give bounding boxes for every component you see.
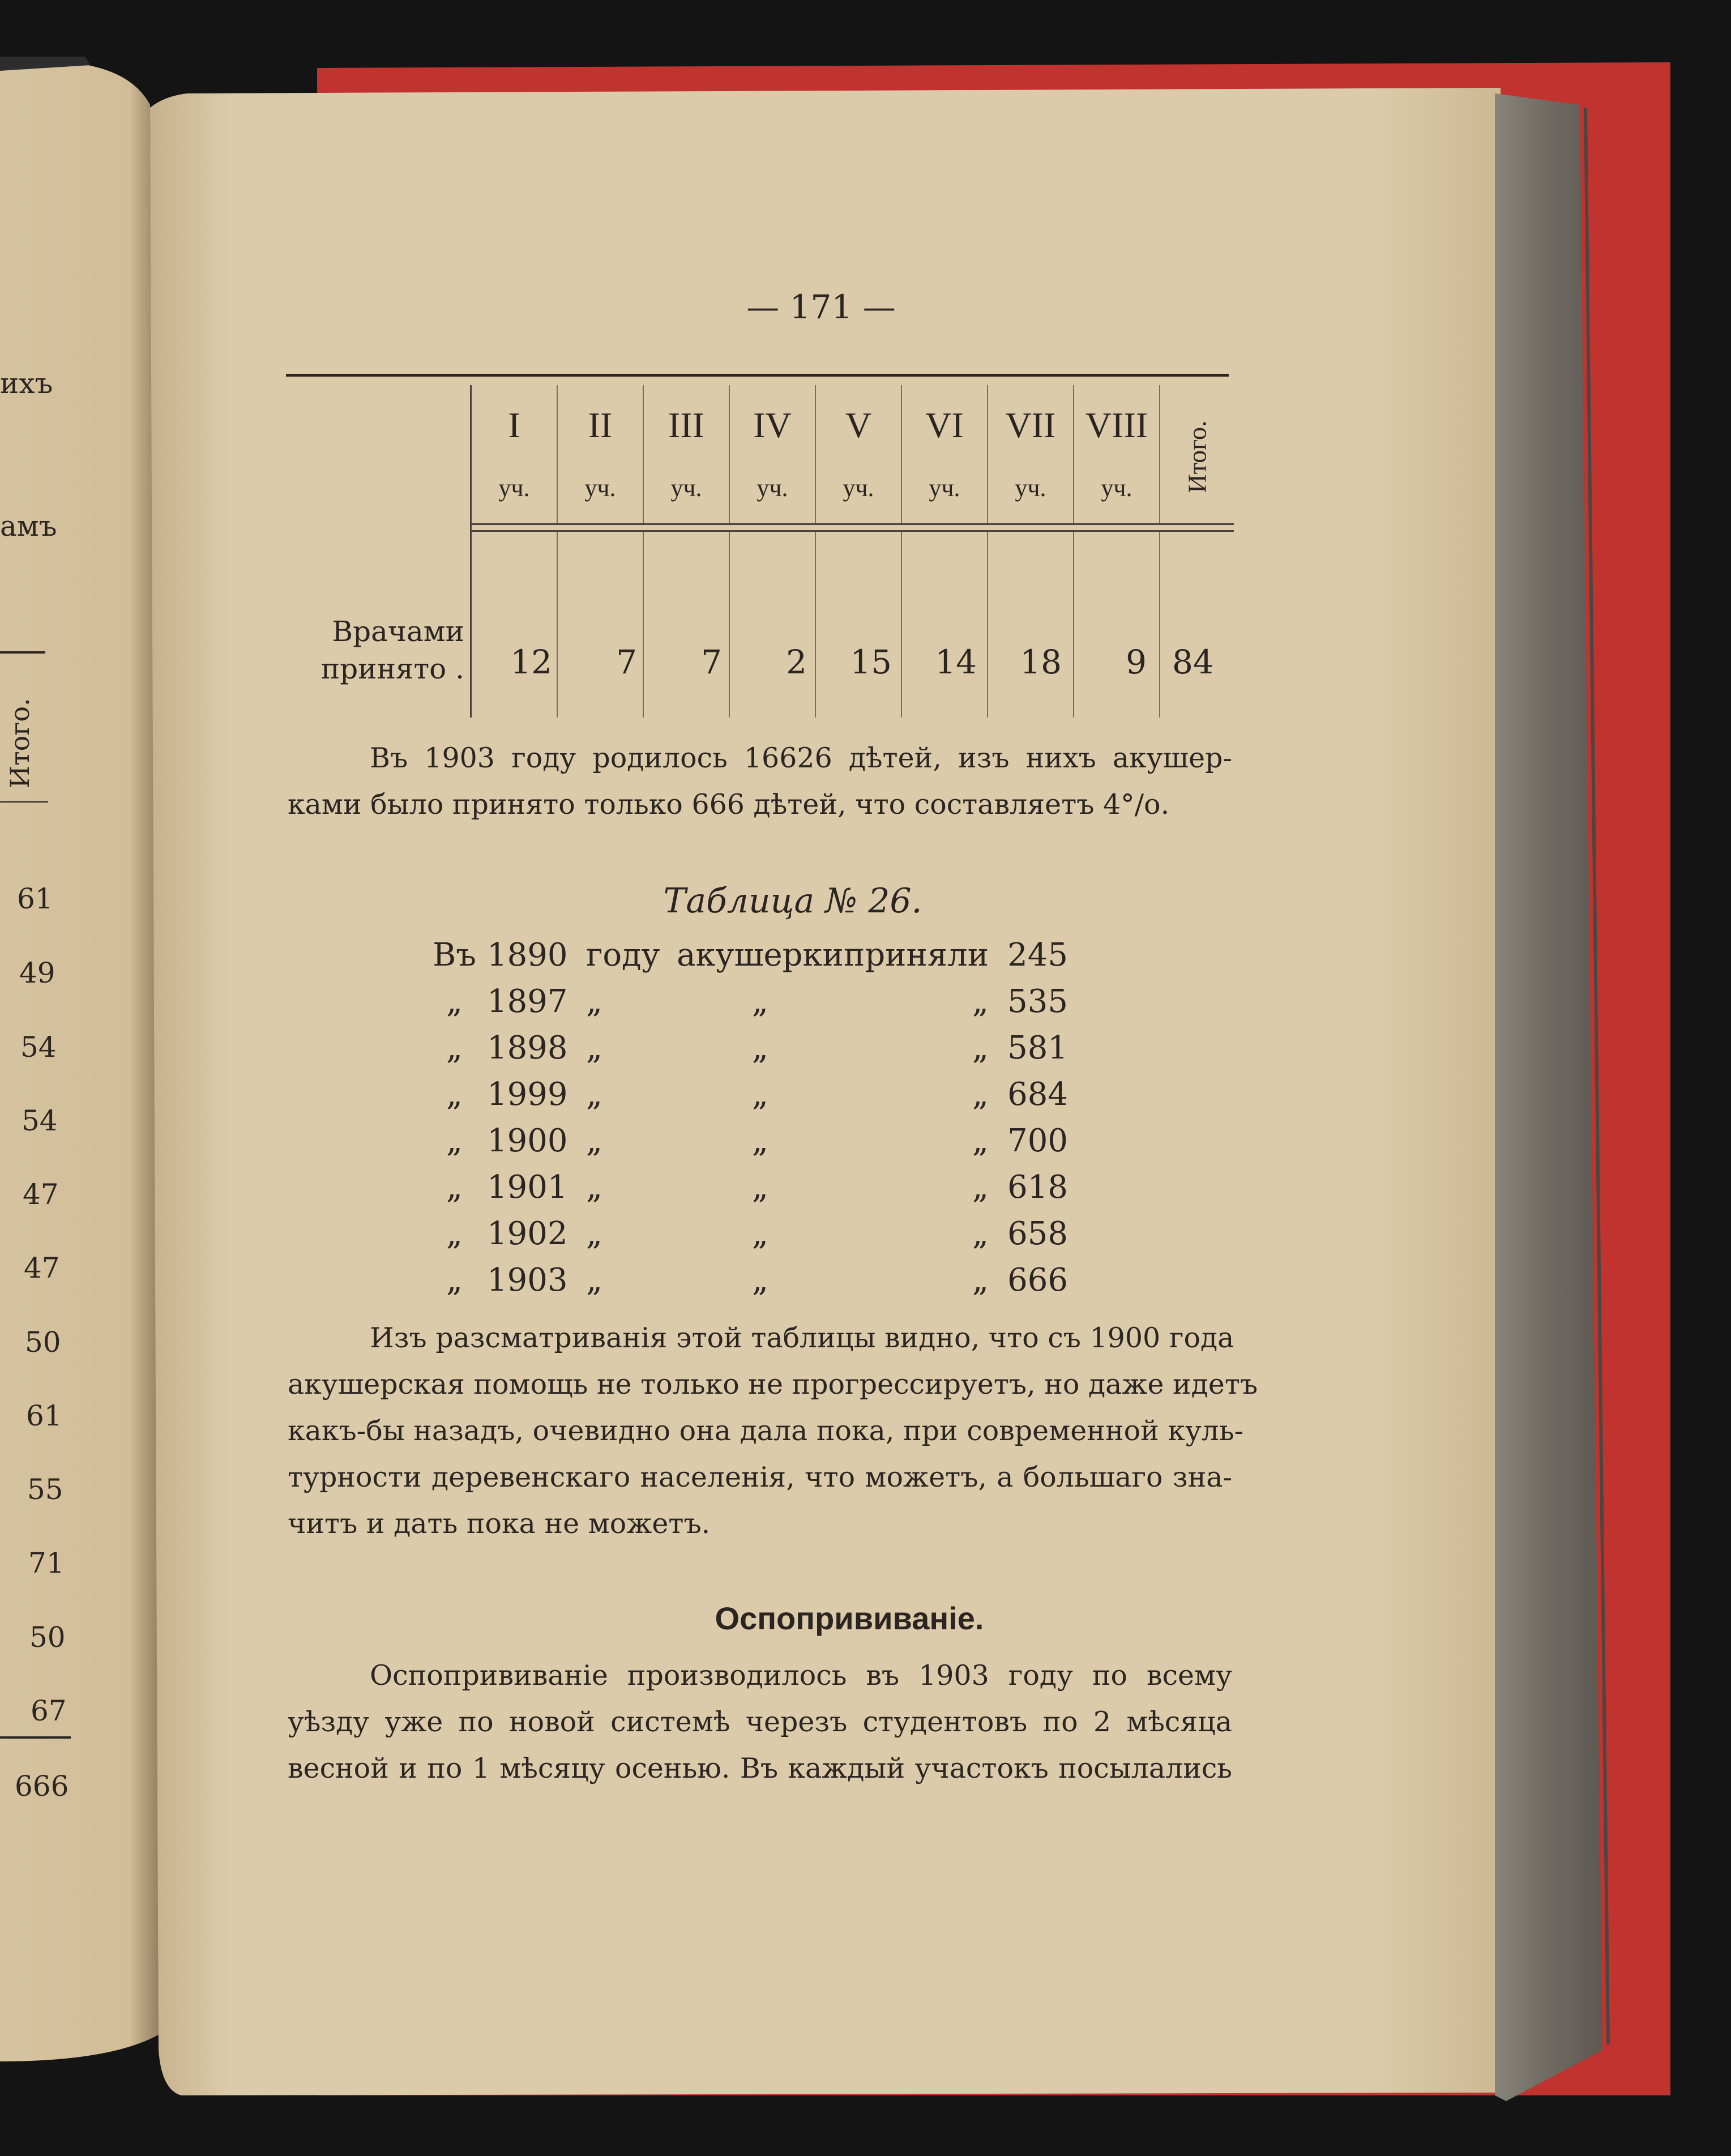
header-double-rule xyxy=(471,524,1234,531)
paragraph-analysis: Изъ разсматриванія этой таблицы видно, что съ 1900 года акушерская помощь не только не прогрессируетъ, но даже идетъ какъ-бы назадъ, очевидно она дала пока, при современной куль- турности деревенскаго населенія, что можетъ, а большаго зна- читъ и дать пока не можетъ. xyxy=(288,1322,1258,1540)
table-row: „ 1897 „ „ „ 535 xyxy=(446,983,1068,1020)
left-value: 47 xyxy=(24,1252,60,1284)
left-value: 54 xyxy=(22,1104,58,1137)
table-title: Таблица № 26. xyxy=(663,881,922,921)
paragraph-births: Въ 1903 году родилось 16626 дѣтей, изъ нихъ акушер- ками было принято только 666 дѣтей, что составляетъ 4°/о. xyxy=(288,742,1232,821)
left-page-fragment: ихъ xyxy=(0,367,53,400)
table-row: Въ 1890 году акушерки приняли 245 xyxy=(433,936,1068,974)
left-value: 61 xyxy=(17,882,53,915)
column-header: V уч. xyxy=(815,385,901,524)
district-total: 84 xyxy=(1172,643,1214,681)
column-header: I уч. xyxy=(471,385,558,524)
column-header: II уч. xyxy=(557,385,643,524)
section-heading: Оспопрививаніе. xyxy=(715,1600,984,1636)
district-value: 14 xyxy=(935,643,977,681)
row-label: Врачами принято . xyxy=(320,615,464,685)
left-value: 61 xyxy=(26,1399,62,1432)
left-total: 666 xyxy=(15,1770,69,1803)
column-header: VII уч. xyxy=(988,385,1074,524)
left-value: 54 xyxy=(20,1031,57,1064)
district-value: 2 xyxy=(786,643,807,681)
district-value: 7 xyxy=(701,643,722,681)
table-row: „ 1903 „ „ „ 666 xyxy=(446,1261,1068,1299)
column-header: IV уч. xyxy=(729,385,815,524)
page-number: — 171 — xyxy=(746,288,896,326)
left-page-fragment: амъ xyxy=(0,510,57,543)
table-row: „ 1900 „ „ „ 700 xyxy=(446,1122,1068,1159)
left-value: 55 xyxy=(27,1473,63,1506)
paragraph-vaccination: Оспопрививаніе производилось въ 1903 году по всему уѣзду уже по новой системѣ черезъ студентовъ по 2 мѣсяца весной и по 1 мѣсяцу осенью. Въ каждый участокъ посылались xyxy=(288,1659,1232,1784)
total-column-header: Итого. xyxy=(1182,420,1212,493)
left-column-header: Итого. xyxy=(5,698,35,788)
column-header: III уч. xyxy=(643,385,729,524)
district-value: 12 xyxy=(510,643,552,681)
left-value: 49 xyxy=(19,957,55,989)
left-value: 67 xyxy=(31,1694,67,1727)
table-row: „ 1901 „ „ „ 618 xyxy=(446,1168,1068,1206)
left-page-rule xyxy=(0,651,45,654)
table-row: „ 1898 „ „ „ 581 xyxy=(446,1029,1068,1066)
district-value: 15 xyxy=(850,643,892,681)
district-value: 7 xyxy=(616,643,637,681)
table-row: „ 1902 „ „ „ 658 xyxy=(446,1215,1068,1252)
table-row: „ 1999 „ „ „ 684 xyxy=(446,1075,1068,1113)
left-value: 50 xyxy=(29,1621,66,1654)
left-page-rule xyxy=(0,801,48,803)
district-value: 9 xyxy=(1126,643,1147,681)
left-page-rule xyxy=(0,1736,71,1739)
left-value: 50 xyxy=(25,1326,61,1359)
midwives-table xyxy=(422,934,1068,1306)
left-value: 47 xyxy=(23,1178,59,1211)
district-value: 18 xyxy=(1020,643,1062,681)
left-value: 71 xyxy=(28,1547,65,1579)
column-header: VIII уч. xyxy=(1074,385,1160,524)
column-header: VI уч. xyxy=(901,385,988,524)
table-top-rule xyxy=(286,374,1229,377)
